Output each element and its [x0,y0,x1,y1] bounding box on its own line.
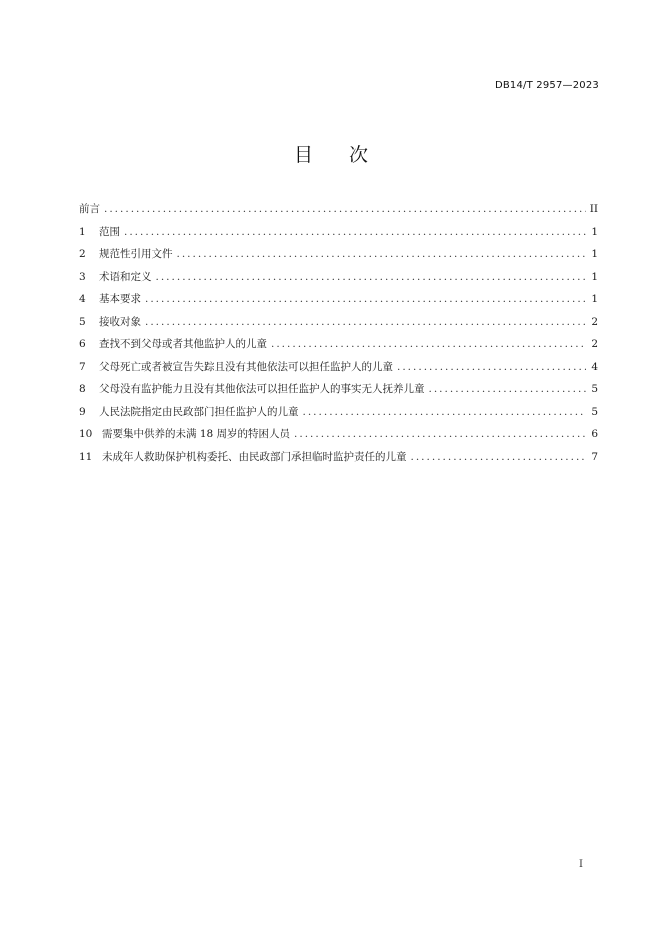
toc-entry-label: 未成年人救助保护机构委托、由民政部门承担临时监护责任的儿童 [102,450,407,463]
toc-entry-number: 9 [79,405,86,418]
toc-entry-3[interactable] [79,269,598,292]
toc-entry-foreword[interactable] [79,201,598,224]
toc-entry-9[interactable] [79,404,598,427]
toc-leader-dots [124,226,586,238]
toc-entry-label: 需要集中供养的未满 18 周岁的特困人员 [102,428,291,440]
toc-entry-5[interactable] [79,314,598,337]
toc-leader-dots [397,361,586,373]
toc-entry-2[interactable] [79,246,598,269]
toc-leader-dots [104,203,586,215]
page-title: 目次 [293,144,404,166]
toc-leader-dots [429,383,587,395]
toc-entry-label: 术语和定义 [99,270,152,283]
toc-entry-number: 5 [79,315,86,328]
toc-entry-page: 2 [591,338,598,350]
toc-entry-number: 11 [79,450,93,463]
toc-entry-label: 人民法院指定由民政部门担任监护人的儿童 [99,405,299,418]
toc-entry-8[interactable] [79,381,598,404]
toc-entry-page: 7 [591,450,598,463]
toc-entry-label: 范围 [99,225,120,238]
toc-entry-number: 2 [79,248,86,260]
toc-entry-label: 前言 [79,203,100,215]
toc-entry-number: 4 [79,293,86,305]
toc-leader-dots [303,406,587,418]
toc-entry-number: 10 [79,428,93,440]
toc-entry-page: 4 [591,360,598,373]
toc-entry-label: 基本要求 [99,293,141,305]
toc-entry-1[interactable] [79,224,598,247]
toc-leader-dots [177,248,587,260]
toc-entry-label: 父母死亡或者被宣告失踪且没有其他依法可以担任监护人的儿童 [99,360,393,373]
toc-leader-dots [271,338,586,350]
toc-entry-page: 1 [591,248,598,260]
toc-entry-page: 1 [591,225,598,238]
toc-leader-dots [411,451,587,463]
toc-entry-page: 5 [591,405,598,418]
toc-entry-page: 1 [591,293,598,305]
toc-entry-page: 5 [591,383,598,395]
toc-entry-number: 7 [79,360,86,373]
toc-leader-dots [145,293,586,305]
toc-entry-10[interactable] [79,426,598,449]
toc-entry-number: 1 [79,225,86,238]
toc-entry-4[interactable] [79,291,598,314]
table-of-contents [79,201,598,471]
toc-entry-label: 接收对象 [99,315,141,328]
toc-leader-dots [145,316,586,328]
toc-entry-page: 1 [591,270,598,283]
document-code: DB14/T 2957—2023 [494,80,599,91]
toc-entry-label: 父母没有监护能力且没有其他依法可以担任监护人的事实无人抚养儿童 [99,383,425,395]
toc-entry-number: 3 [79,270,86,283]
toc-entry-number: 8 [79,383,86,395]
toc-entry-page: II [589,203,598,215]
toc-leader-dots [294,428,586,440]
toc-entry-11[interactable] [79,449,598,472]
page-number: I [579,859,583,870]
toc-entry-number: 6 [79,338,86,350]
toc-leader-dots [156,271,587,283]
toc-entry-label: 规范性引用文件 [99,248,173,260]
toc-entry-7[interactable] [79,359,598,382]
toc-entry-6[interactable] [79,336,598,359]
toc-entry-page: 2 [591,315,598,328]
toc-entry-page: 6 [591,428,598,440]
toc-entry-label: 查找不到父母或者其他监护人的儿童 [99,338,267,350]
